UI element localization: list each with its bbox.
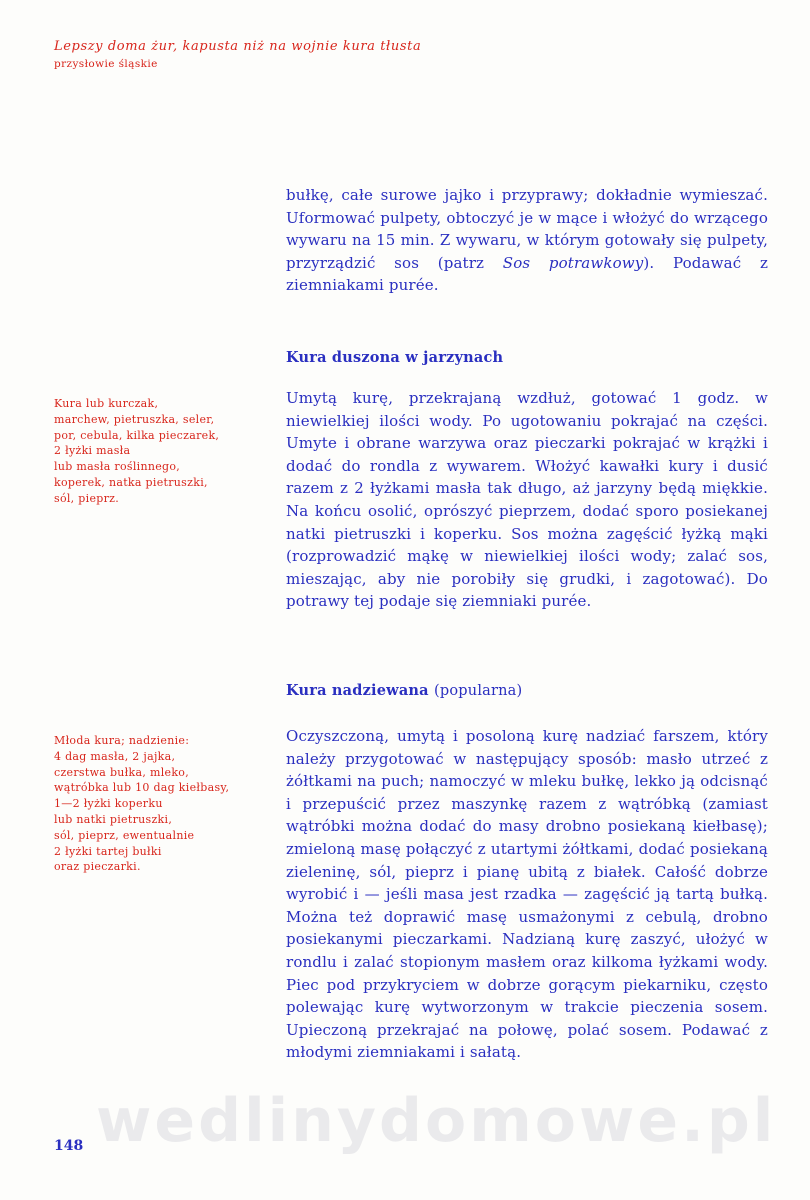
intro-text-start: bułkę, całe surowe jajko i przyprawy; dokładnie wymieszać. Uformować pulpety, obtoczyć je w mące i włożyć do wrzącego wywaru na 15 min. Z wywaru, w którym gotowały się pulpety, przyrządzić sos (patrz [286, 186, 768, 272]
ingredient-line: lub natki pietruszki, [54, 812, 173, 826]
ingredients-list [54, 396, 269, 507]
ingredient-line: marchew, pietruszka, seler, [54, 412, 215, 426]
recipe-body [286, 725, 768, 1064]
ingredient-line: czerstwa bułka, mleko, [54, 765, 190, 779]
ingredient-line: wątróbka lub 10 dag kiełbasy, [54, 781, 230, 795]
recipe-body [286, 387, 768, 613]
epigraph [54, 38, 421, 72]
ingredient-line: 2 łyżki masła [54, 444, 131, 458]
ingredient-line: Kura lub kurczak, [54, 397, 159, 410]
page-number: 148 [54, 1138, 84, 1154]
epigraph-source: przysłowie śląskie [54, 58, 158, 70]
ingredient-line: por, cebula, kilka pieczarek, [54, 428, 220, 442]
recipe-title-text: Kura duszona w jarzynach [286, 349, 504, 366]
ingredient-line: Młoda kura; nadzienie: [54, 734, 190, 747]
recipe-instructions: Oczyszczoną, umytą i posoloną kurę nadziać farszem, który należy przygotować w następujący sposób: masło utrzeć z żółtkami na puch; namoczyć w mleku bułkę, lekko ją odcisnąć i przepuścić przez maszynkę razem z wątróbką (zamiast wątróbki można dodać do masy drobno posiekaną kiełbasę); zmieloną masę połączyć z utartymi żółtkami, dodać posiekaną zieleninę, sól, pieprz i pianę ubitą z białek. Całość dobrze wyrobić i — jeśli masa jest rzadka — zagęścić ją tartą bułką. Można też doprawić masę usmażonymi z cebulą, drobno posiekanymi pieczarkami. Nadzianą kurę zaszyć, ułożyć w rondlu i zalać stopionym masłem oraz kilkoma łyżkami wody. Piec pod przykryciem w dobrze gorącym piekarniku, często polewając kurę wytworzonym w trakcie pieczenia sosem. Upieczoną przekrajać na połowę, polać sosem. Podawać z młodymi ziemniakami i sałatą. [286, 727, 768, 1062]
ingredient-line: sól, pieprz, ewentualnie [54, 828, 195, 842]
ingredients-list [54, 733, 269, 875]
recipe-subtitle: (popularna) [434, 683, 523, 699]
ingredient-line: koperek, natka pietruszki, [54, 475, 208, 489]
intro-paragraph [286, 184, 768, 297]
intro-text-end: ). Podawać z ziemniakami purée. [286, 253, 768, 295]
recipe-title [286, 682, 522, 699]
epigraph-quote: Lepszy doma żur, kapusta niż na wojnie kura tłusta [54, 39, 422, 54]
ingredient-line: sól, pieprz. [54, 491, 120, 505]
watermark: wedlinydomowe.pl [96, 1086, 777, 1156]
ingredient-line: 1—2 łyżki koperku [54, 797, 163, 811]
recipe-instructions: Umytą kurę, przekrajaną wzdłuż, gotować 1 godz. w niewielkiej ilości wody. Po ugotowaniu pokrajać na części. Umyte i obrane warzywa oraz pieczarki pokrajać w krążki i dodać do rondla z wywarem. Włożyć kawałki kury i dusić razem z 2 łyżkami masła tak długo, aż jarzyny będą miękkie. Na końcu osolić, oprószyć pieprzem, dodać sporo posiekanej natki pietruszki i koperku. Sos można zagęścić łyżką mąki (rozprowadzić mąkę w niewielkiej ilości wody; zalać sos, mieszając, aby nie porobiły się grudki, i zagotować). Do potrawy tej podaje się ziemniaki purée. [286, 389, 768, 611]
ingredient-line: oraz pieczarki. [54, 860, 141, 874]
ingredient-line: 4 dag masła, 2 jajka, [54, 749, 176, 763]
recipe-title-text: Kura nadziewana [286, 682, 429, 699]
recipe-title [286, 349, 503, 366]
sauce-reference: Sos potrawkowy [502, 253, 644, 272]
ingredient-line: lub masła roślinnego, [54, 460, 181, 474]
ingredient-line: 2 łyżki tartej bułki [54, 844, 162, 858]
